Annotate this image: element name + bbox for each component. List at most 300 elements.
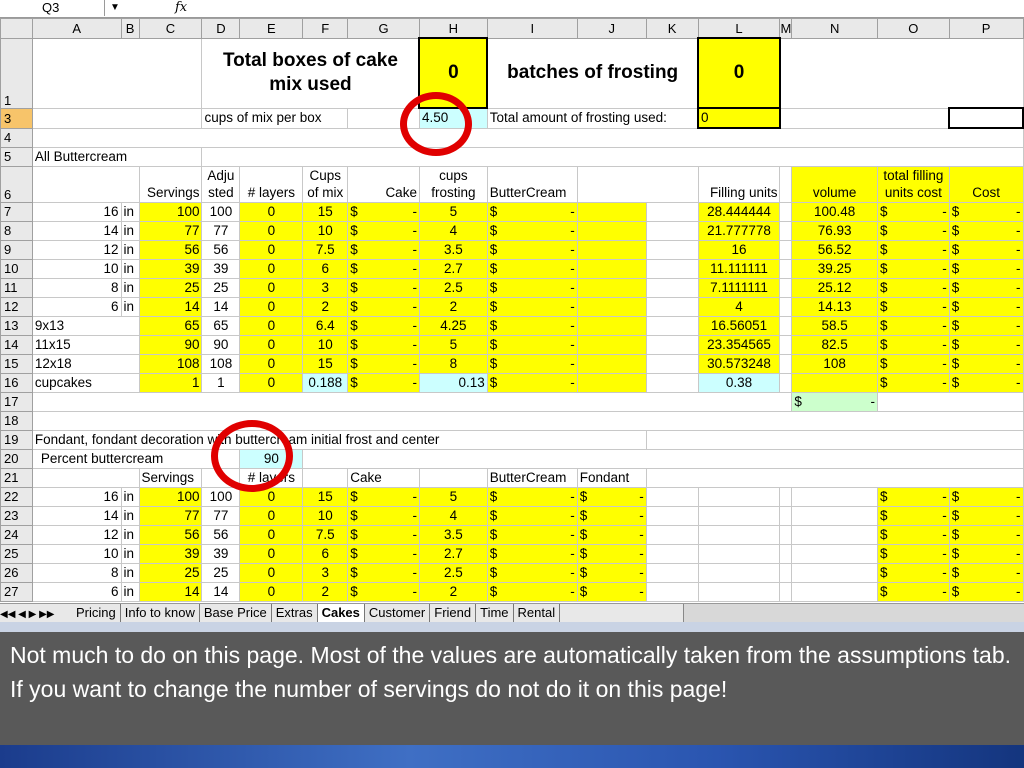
currency-cell[interactable] <box>348 525 420 544</box>
cell[interactable] <box>780 202 792 221</box>
filling-units-cell[interactable]: 28.444444 <box>698 202 780 221</box>
cell[interactable] <box>780 297 792 316</box>
cell[interactable] <box>577 373 646 392</box>
cell[interactable] <box>577 166 698 202</box>
row-header[interactable]: 8 <box>1 221 33 240</box>
cell[interactable] <box>792 563 878 582</box>
col-label-filling-units[interactable]: Filling units <box>698 166 780 202</box>
currency-cell[interactable] <box>949 487 1023 506</box>
cell[interactable] <box>646 297 698 316</box>
currency-cell[interactable] <box>878 316 950 335</box>
row-header[interactable]: 3 <box>1 108 33 128</box>
col-header[interactable]: G <box>348 19 420 39</box>
cell[interactable] <box>780 506 792 525</box>
cell[interactable] <box>32 468 139 487</box>
currency-cell[interactable] <box>577 563 646 582</box>
cell[interactable] <box>646 278 698 297</box>
currency-cell[interactable] <box>348 316 420 335</box>
currency-cell[interactable] <box>878 544 950 563</box>
currency-cell[interactable] <box>949 221 1023 240</box>
volume-cell[interactable]: 82.5 <box>792 335 878 354</box>
adjusted-cell[interactable]: 25 <box>202 563 240 582</box>
currency-cell[interactable] <box>949 335 1023 354</box>
currency-cell[interactable] <box>878 487 950 506</box>
volume-cell[interactable]: 108 <box>792 354 878 373</box>
cups-mix-cell[interactable]: 7.5 <box>303 525 348 544</box>
cell[interactable] <box>577 240 646 259</box>
cell[interactable] <box>698 525 780 544</box>
row-header[interactable]: 27 <box>1 582 33 601</box>
col-label-cups-mix[interactable] <box>303 166 348 202</box>
layers-cell[interactable]: 0 <box>240 202 303 221</box>
size-cell[interactable]: 16 <box>32 202 121 221</box>
adjusted-cell[interactable]: 56 <box>202 525 240 544</box>
col-header[interactable]: H <box>419 19 487 39</box>
currency-cell[interactable] <box>878 335 950 354</box>
cell[interactable] <box>577 278 646 297</box>
cups-mix-cell[interactable]: 7.5 <box>303 240 348 259</box>
currency-cell[interactable] <box>878 278 950 297</box>
cell[interactable] <box>792 525 878 544</box>
sheet-tab[interactable]: Pricing <box>72 604 121 622</box>
cell[interactable] <box>646 354 698 373</box>
row-header[interactable]: 21 <box>1 468 33 487</box>
servings-cell[interactable]: 77 <box>139 221 202 240</box>
cell[interactable] <box>32 108 202 128</box>
col-header[interactable]: F <box>303 19 348 39</box>
layers-cell[interactable]: 0 <box>240 563 303 582</box>
adjusted-cell[interactable]: 56 <box>202 240 240 259</box>
servings-cell[interactable]: 100 <box>139 487 202 506</box>
row-header[interactable]: 17 <box>1 392 33 411</box>
cell[interactable] <box>646 582 698 601</box>
col-label-buttercream[interactable]: ButterCream <box>487 166 577 202</box>
cell[interactable] <box>792 544 878 563</box>
row-header[interactable]: 9 <box>1 240 33 259</box>
col-label-servings[interactable]: Servings <box>139 166 202 202</box>
corner-cell[interactable] <box>1 19 33 39</box>
col-header[interactable]: A <box>32 19 121 39</box>
filling-units-cell[interactable]: 23.354565 <box>698 335 780 354</box>
cell[interactable] <box>419 468 487 487</box>
cups-mix-cell[interactable]: 3 <box>303 563 348 582</box>
size-cell[interactable]: 8 <box>32 278 121 297</box>
unit-cell[interactable]: in <box>121 278 139 297</box>
cell[interactable] <box>646 335 698 354</box>
cups-frosting-cell[interactable]: 4 <box>419 506 487 525</box>
currency-cell[interactable] <box>348 240 420 259</box>
currency-cell[interactable] <box>487 506 577 525</box>
cell[interactable] <box>577 259 646 278</box>
currency-cell[interactable] <box>487 297 577 316</box>
filling-units-cell[interactable]: 30.573248 <box>698 354 780 373</box>
currency-cell[interactable] <box>949 544 1023 563</box>
row-header[interactable]: 24 <box>1 525 33 544</box>
cups-per-box-label[interactable]: cups of mix per box <box>202 108 348 128</box>
currency-cell[interactable] <box>487 373 577 392</box>
cell[interactable] <box>780 487 792 506</box>
currency-cell[interactable] <box>878 373 950 392</box>
col-header[interactable]: P <box>949 19 1023 39</box>
servings-cell[interactable]: 25 <box>139 278 202 297</box>
cell[interactable] <box>303 449 1023 468</box>
size-cell[interactable]: 6 <box>32 582 121 601</box>
row-header[interactable]: 7 <box>1 202 33 221</box>
layers-cell[interactable]: 0 <box>240 221 303 240</box>
unit-cell[interactable]: in <box>121 221 139 240</box>
cell[interactable] <box>577 316 646 335</box>
cups-per-box-value[interactable]: 4.50 <box>419 108 487 128</box>
sheet-tab[interactable]: Rental <box>514 604 561 622</box>
currency-cell[interactable] <box>348 335 420 354</box>
currency-cell[interactable] <box>577 506 646 525</box>
currency-cell[interactable] <box>577 525 646 544</box>
layers-cell[interactable]: 0 <box>240 297 303 316</box>
size-cell[interactable]: 12x18 <box>32 354 139 373</box>
unit-cell[interactable]: in <box>121 259 139 278</box>
layers-cell[interactable]: 0 <box>240 582 303 601</box>
col-label-volume[interactable]: volume <box>792 166 878 202</box>
unit-cell[interactable]: in <box>121 240 139 259</box>
col-label-buttercream[interactable]: ButterCream <box>487 468 577 487</box>
cell[interactable] <box>32 411 1023 430</box>
horizontal-scrollbar[interactable] <box>683 604 1024 622</box>
currency-cell[interactable] <box>348 373 420 392</box>
row-header[interactable]: 14 <box>1 335 33 354</box>
layers-cell[interactable]: 0 <box>240 316 303 335</box>
col-label-servings[interactable]: Servings <box>139 468 202 487</box>
cups-frosting-cell[interactable]: 5 <box>419 335 487 354</box>
cups-mix-cell[interactable]: 2 <box>303 582 348 601</box>
adjusted-cell[interactable]: 77 <box>202 221 240 240</box>
col-header[interactable]: I <box>487 19 577 39</box>
cell[interactable] <box>780 108 949 128</box>
currency-cell[interactable] <box>487 316 577 335</box>
cell[interactable] <box>698 506 780 525</box>
cell[interactable] <box>780 563 792 582</box>
cell[interactable] <box>32 392 791 411</box>
volume-cell[interactable]: 58.5 <box>792 316 878 335</box>
filling-units-cell[interactable]: 16 <box>698 240 780 259</box>
volume-cell[interactable]: 25.12 <box>792 278 878 297</box>
tab-nav-arrows-icon[interactable]: ◀◀ ◀ ▶ ▶▶ <box>0 609 55 620</box>
adjusted-cell[interactable]: 108 <box>202 354 240 373</box>
adjusted-cell[interactable]: 14 <box>202 297 240 316</box>
cell[interactable] <box>780 221 792 240</box>
row-header[interactable]: 12 <box>1 297 33 316</box>
cell[interactable] <box>202 147 1023 166</box>
col-label-cost[interactable]: Cost <box>949 166 1023 202</box>
currency-cell[interactable] <box>949 582 1023 601</box>
row-header[interactable]: 25 <box>1 544 33 563</box>
unit-cell[interactable]: in <box>121 506 139 525</box>
cups-frosting-cell[interactable]: 2 <box>419 582 487 601</box>
volume-cell[interactable]: 100.48 <box>792 202 878 221</box>
cell[interactable] <box>577 202 646 221</box>
cups-mix-cell[interactable]: 2 <box>303 297 348 316</box>
currency-cell[interactable] <box>348 297 420 316</box>
size-cell[interactable]: 14 <box>32 506 121 525</box>
adjusted-cell[interactable]: 1 <box>202 373 240 392</box>
filling-units-cell[interactable]: 21.777778 <box>698 221 780 240</box>
col-header[interactable]: K <box>646 19 698 39</box>
cups-mix-cell[interactable]: 6 <box>303 259 348 278</box>
cell[interactable] <box>780 278 792 297</box>
currency-cell[interactable] <box>577 487 646 506</box>
volume-cell[interactable]: 56.52 <box>792 240 878 259</box>
volume-cell[interactable] <box>792 373 878 392</box>
currency-cell[interactable] <box>487 278 577 297</box>
col-label-layers[interactable]: # layers <box>240 468 303 487</box>
currency-cell[interactable] <box>348 582 420 601</box>
cups-mix-cell[interactable]: 0.188 <box>303 373 348 392</box>
percent-buttercream-value[interactable]: 90 <box>240 449 303 468</box>
servings-cell[interactable]: 56 <box>139 240 202 259</box>
cups-frosting-cell[interactable]: 5 <box>419 487 487 506</box>
unit-cell[interactable]: in <box>121 297 139 316</box>
cups-mix-cell[interactable]: 3 <box>303 278 348 297</box>
frosting-used-value[interactable]: 0 <box>698 108 780 128</box>
col-label-cake[interactable]: Cake <box>348 468 420 487</box>
servings-cell[interactable]: 14 <box>139 582 202 601</box>
frosting-used-label[interactable]: Total amount of frosting used: <box>487 108 698 128</box>
row-header[interactable]: 15 <box>1 354 33 373</box>
cake-total-title[interactable]: Total boxes of cake mix used <box>202 38 419 108</box>
currency-cell[interactable] <box>348 202 420 221</box>
cell[interactable] <box>577 221 646 240</box>
col-header[interactable]: O <box>878 19 950 39</box>
row-header[interactable]: 18 <box>1 411 33 430</box>
cell[interactable] <box>32 166 139 202</box>
cups-frosting-cell[interactable]: 5 <box>419 202 487 221</box>
cups-frosting-cell[interactable]: 2.5 <box>419 563 487 582</box>
col-label-layers[interactable]: # layers <box>240 166 303 202</box>
cups-mix-cell[interactable]: 15 <box>303 202 348 221</box>
currency-cell[interactable] <box>487 221 577 240</box>
unit-cell[interactable]: in <box>121 544 139 563</box>
size-cell[interactable]: 11x15 <box>32 335 139 354</box>
servings-cell[interactable]: 100 <box>139 202 202 221</box>
name-box-dropdown-icon[interactable]: ▼ <box>110 2 120 13</box>
cups-frosting-cell[interactable]: 8 <box>419 354 487 373</box>
spreadsheet-grid[interactable] <box>0 18 1024 603</box>
cups-mix-cell[interactable]: 10 <box>303 506 348 525</box>
row-header[interactable]: 23 <box>1 506 33 525</box>
cell[interactable] <box>646 259 698 278</box>
currency-cell[interactable] <box>487 202 577 221</box>
adjusted-cell[interactable]: 100 <box>202 487 240 506</box>
row-header[interactable]: 10 <box>1 259 33 278</box>
size-cell[interactable]: 14 <box>32 221 121 240</box>
percent-buttercream-label[interactable]: Percent buttercream <box>32 449 240 468</box>
currency-cell[interactable] <box>487 525 577 544</box>
cell[interactable] <box>780 582 792 601</box>
adjusted-cell[interactable]: 25 <box>202 278 240 297</box>
layers-cell[interactable]: 0 <box>240 335 303 354</box>
cell[interactable] <box>646 430 1023 449</box>
currency-cell[interactable] <box>878 506 950 525</box>
sheet-tab[interactable]: Time <box>476 604 513 622</box>
cell[interactable] <box>780 316 792 335</box>
col-header[interactable]: C <box>139 19 202 39</box>
sheet-tab[interactable]: Customer <box>365 604 430 622</box>
servings-cell[interactable]: 39 <box>139 259 202 278</box>
cell[interactable] <box>646 373 698 392</box>
cell[interactable] <box>780 38 1023 108</box>
currency-cell[interactable] <box>949 240 1023 259</box>
adjusted-cell[interactable]: 65 <box>202 316 240 335</box>
size-cell[interactable]: 12 <box>32 525 121 544</box>
adjusted-cell[interactable]: 90 <box>202 335 240 354</box>
cups-mix-cell[interactable]: 15 <box>303 354 348 373</box>
currency-cell[interactable] <box>878 354 950 373</box>
row-header[interactable]: 11 <box>1 278 33 297</box>
servings-cell[interactable]: 108 <box>139 354 202 373</box>
currency-cell[interactable] <box>878 582 950 601</box>
currency-cell[interactable] <box>949 278 1023 297</box>
cups-frosting-cell[interactable]: 2.7 <box>419 544 487 563</box>
volume-cell[interactable]: 76.93 <box>792 221 878 240</box>
layers-cell[interactable]: 0 <box>240 487 303 506</box>
cell[interactable] <box>698 582 780 601</box>
currency-cell[interactable] <box>949 297 1023 316</box>
currency-cell[interactable] <box>487 354 577 373</box>
cell[interactable] <box>646 202 698 221</box>
filling-units-cell[interactable]: 16.56051 <box>698 316 780 335</box>
row-header[interactable]: 22 <box>1 487 33 506</box>
cups-mix-cell[interactable]: 10 <box>303 335 348 354</box>
currency-cell[interactable] <box>949 259 1023 278</box>
size-cell[interactable]: 10 <box>32 544 121 563</box>
sheet-tab[interactable]: Cakes <box>318 604 365 622</box>
cell[interactable] <box>698 563 780 582</box>
cell[interactable] <box>780 166 792 202</box>
currency-cell[interactable] <box>487 335 577 354</box>
currency-cell[interactable] <box>949 202 1023 221</box>
cups-mix-cell[interactable]: 6 <box>303 544 348 563</box>
layers-cell[interactable]: 0 <box>240 354 303 373</box>
layers-cell[interactable]: 0 <box>240 373 303 392</box>
filling-units-cell[interactable]: 7.1111111 <box>698 278 780 297</box>
frosting-total-title[interactable]: batches of frosting <box>487 38 698 108</box>
currency-cell[interactable] <box>949 316 1023 335</box>
cups-frosting-cell[interactable]: 3.5 <box>419 525 487 544</box>
currency-cell[interactable] <box>348 259 420 278</box>
row-header[interactable]: 5 <box>1 147 33 166</box>
cake-total-value[interactable]: 0 <box>419 38 487 108</box>
size-cell[interactable]: 9x13 <box>32 316 139 335</box>
size-cell[interactable]: 10 <box>32 259 121 278</box>
servings-cell[interactable]: 39 <box>139 544 202 563</box>
cell[interactable] <box>698 544 780 563</box>
row-header[interactable]: 13 <box>1 316 33 335</box>
currency-cell[interactable] <box>878 525 950 544</box>
layers-cell[interactable]: 0 <box>240 278 303 297</box>
cell[interactable] <box>32 128 1023 147</box>
servings-cell[interactable]: 77 <box>139 506 202 525</box>
currency-cell[interactable] <box>878 240 950 259</box>
col-label-cake[interactable]: Cake <box>348 166 420 202</box>
cell[interactable] <box>780 525 792 544</box>
currency-cell[interactable] <box>878 563 950 582</box>
currency-cell[interactable] <box>878 202 950 221</box>
col-header[interactable]: L <box>698 19 780 39</box>
adjusted-cell[interactable]: 39 <box>202 544 240 563</box>
cell[interactable] <box>878 392 1024 411</box>
cell[interactable] <box>780 373 792 392</box>
currency-cell[interactable] <box>949 354 1023 373</box>
cell[interactable] <box>780 240 792 259</box>
currency-cell[interactable] <box>577 582 646 601</box>
currency-cell[interactable] <box>348 506 420 525</box>
cell[interactable] <box>792 582 878 601</box>
sheet-tab[interactable]: Info to know <box>121 604 200 622</box>
col-header[interactable]: E <box>240 19 303 39</box>
col-label-adjusted[interactable] <box>202 166 240 202</box>
col-label-fondant[interactable]: Fondant <box>577 468 646 487</box>
cell[interactable] <box>646 506 698 525</box>
layers-cell[interactable]: 0 <box>240 506 303 525</box>
cell[interactable] <box>577 297 646 316</box>
cell[interactable] <box>780 544 792 563</box>
currency-cell[interactable] <box>487 240 577 259</box>
cell[interactable] <box>577 335 646 354</box>
currency-cell[interactable] <box>949 373 1023 392</box>
col-header[interactable]: B <box>121 19 139 39</box>
layers-cell[interactable]: 0 <box>240 240 303 259</box>
currency-cell[interactable] <box>577 544 646 563</box>
unit-cell[interactable]: in <box>121 563 139 582</box>
cell[interactable] <box>780 335 792 354</box>
cell[interactable] <box>780 259 792 278</box>
cell[interactable] <box>303 468 348 487</box>
cups-mix-cell[interactable]: 10 <box>303 221 348 240</box>
cups-mix-cell[interactable]: 6.4 <box>303 316 348 335</box>
cell[interactable] <box>646 221 698 240</box>
servings-cell[interactable]: 90 <box>139 335 202 354</box>
cups-frosting-cell[interactable]: 4.25 <box>419 316 487 335</box>
filling-units-cell[interactable]: 4 <box>698 297 780 316</box>
volume-cell[interactable]: 39.25 <box>792 259 878 278</box>
servings-cell[interactable]: 65 <box>139 316 202 335</box>
cups-mix-cell[interactable]: 15 <box>303 487 348 506</box>
row-header[interactable]: 4 <box>1 128 33 147</box>
volume-cell[interactable]: 14.13 <box>792 297 878 316</box>
selected-cell-q3[interactable] <box>949 108 1023 128</box>
cell[interactable] <box>646 240 698 259</box>
unit-cell[interactable]: in <box>121 525 139 544</box>
currency-cell[interactable] <box>487 544 577 563</box>
currency-cell[interactable] <box>487 582 577 601</box>
cups-frosting-cell[interactable]: 2 <box>419 297 487 316</box>
cell[interactable] <box>646 525 698 544</box>
row-header[interactable]: 20 <box>1 449 33 468</box>
currency-cell[interactable] <box>949 525 1023 544</box>
servings-cell[interactable]: 1 <box>139 373 202 392</box>
adjusted-cell[interactable]: 14 <box>202 582 240 601</box>
currency-cell[interactable] <box>348 221 420 240</box>
filling-units-cell[interactable]: 11.111111 <box>698 259 780 278</box>
cell[interactable] <box>780 354 792 373</box>
row-header[interactable]: 19 <box>1 430 33 449</box>
size-cell[interactable]: 12 <box>32 240 121 259</box>
section-title[interactable]: All Buttercream <box>32 147 202 166</box>
cell[interactable] <box>32 38 202 108</box>
frosting-total-value[interactable]: 0 <box>698 38 780 108</box>
col-header[interactable]: D <box>202 19 240 39</box>
filling-units-cell[interactable]: 0.38 <box>698 373 780 392</box>
cell[interactable] <box>646 544 698 563</box>
